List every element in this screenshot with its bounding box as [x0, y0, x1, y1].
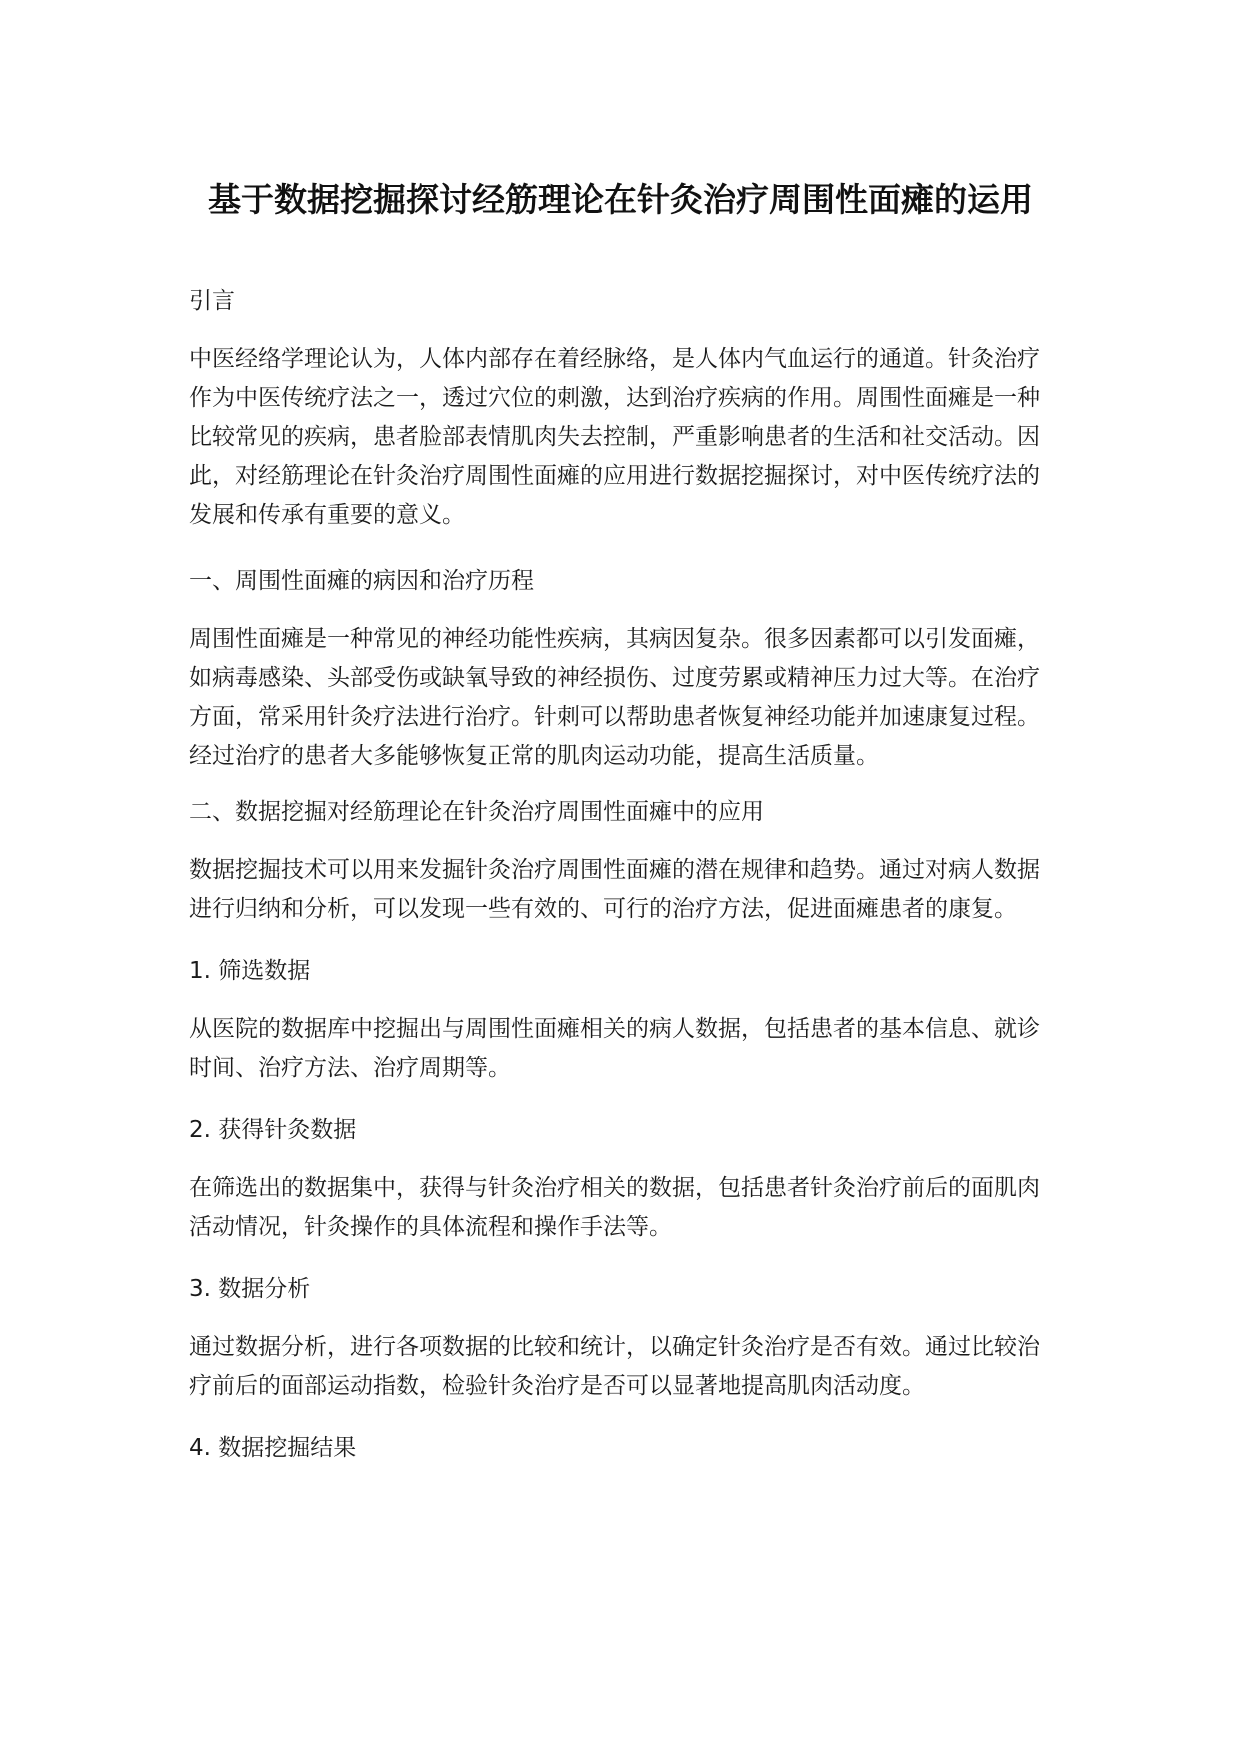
document-title: 基于数据挖掘探讨经筋理论在针灸治疗周围性面瘫的运用 [208, 180, 1033, 219]
paragraph-line: 发展和传承有重要的意义。 [189, 502, 465, 528]
paragraph-line: 从医院的数据库中挖掘出与周围性面瘫相关的病人数据，包括患者的基本信息、就诊 [189, 1016, 1040, 1042]
section2-paragraph [189, 851, 1041, 929]
section1-paragraph [189, 620, 1041, 776]
step1-heading: 1. 筛选数据 [189, 958, 311, 984]
paragraph-line: 活动情况，针灸操作的具体流程和操作手法等。 [189, 1214, 672, 1240]
section1-heading: 一、周围性面瘫的病因和治疗历程 [189, 568, 534, 594]
intro-paragraph [189, 340, 1041, 535]
paragraph-line: 经过治疗的患者大多能够恢复正常的肌肉运动功能，提高生活质量。 [189, 743, 879, 769]
paragraph-line: 方面，常采用针灸疗法进行治疗。针刺可以帮助患者恢复神经功能并加速康复过程。 [189, 704, 1040, 730]
paragraph-line: 时间、治疗方法、治疗周期等。 [189, 1055, 511, 1081]
paragraph-line: 进行归纳和分析，可以发现一些有效的、可行的治疗方法，促进面瘫患者的康复。 [189, 896, 1017, 922]
paragraph-line: 疗前后的面部运动指数，检验针灸治疗是否可以显著地提高肌肉活动度。 [189, 1373, 925, 1399]
intro-heading: 引言 [189, 288, 235, 314]
paragraph-line: 比较常见的疾病，患者脸部表情肌肉失去控制，严重影响患者的生活和社交活动。因 [189, 424, 1040, 450]
paragraph-line: 此，对经筋理论在针灸治疗周围性面瘫的应用进行数据挖掘探讨，对中医传统疗法的 [189, 463, 1040, 489]
paragraph-line: 周围性面瘫是一种常见的神经功能性疾病，其病因复杂。很多因素都可以引发面瘫， [189, 626, 1040, 652]
step1-paragraph [189, 1010, 1041, 1088]
step3-heading: 3. 数据分析 [189, 1276, 311, 1302]
paragraph-line: 中医经络学理论认为，人体内部存在着经脉络，是人体内气血运行的通道。针灸治疗 [189, 346, 1040, 372]
paragraph-line: 在筛选出的数据集中，获得与针灸治疗相关的数据，包括患者针灸治疗前后的面肌肉 [189, 1175, 1040, 1201]
step2-heading: 2. 获得针灸数据 [189, 1117, 357, 1143]
paragraph-line: 通过数据分析，进行各项数据的比较和统计，以确定针灸治疗是否有效。通过比较治 [189, 1334, 1040, 1360]
step3-paragraph [189, 1328, 1041, 1406]
step4-heading: 4. 数据挖掘结果 [189, 1435, 357, 1461]
paragraph-line: 如病毒感染、头部受伤或缺氧导致的神经损伤、过度劳累或精神压力过大等。在治疗 [189, 665, 1040, 691]
paragraph-line: 作为中医传统疗法之一，透过穴位的刺激，达到治疗疾病的作用。周围性面瘫是一种 [189, 385, 1040, 411]
step2-paragraph [189, 1169, 1041, 1247]
section2-heading: 二、数据挖掘对经筋理论在针灸治疗周围性面瘫中的应用 [189, 799, 764, 825]
paragraph-line: 数据挖掘技术可以用来发掘针灸治疗周围性面瘫的潜在规律和趋势。通过对病人数据 [189, 857, 1040, 883]
